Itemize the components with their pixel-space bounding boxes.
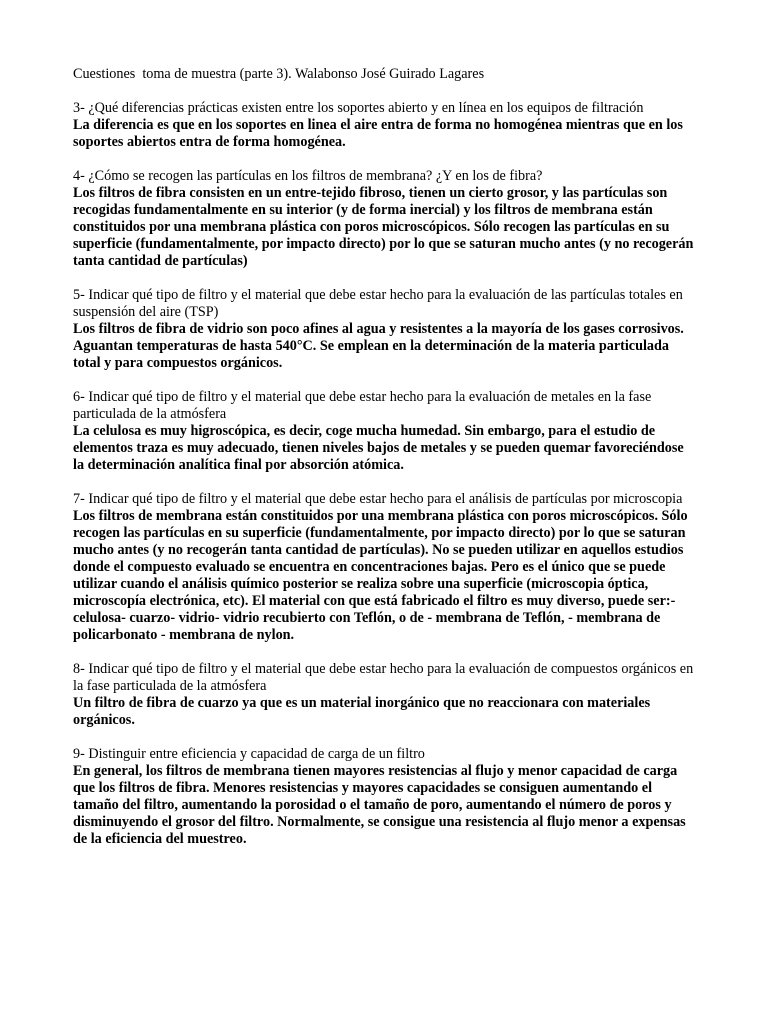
question-9: 9- Distinguir entre eficiencia y capacidad de carga de un filtro — [73, 746, 425, 762]
question-4: 4- ¿Cómo se recogen las partículas en los filtros de membrana? ¿Y en los de fibra? — [73, 168, 543, 184]
qa-item-6 — [73, 389, 695, 474]
qa-item-5 — [73, 287, 695, 372]
answer-8: Un filtro de fibra de cuarzo ya que es un material inorgánico que no reaccionara con materiales orgánicos. — [73, 695, 651, 728]
answer-6: La celulosa es muy higroscópica, es decir, coge mucha humedad. Sin embargo, para el estudio de elementos traza es muy adecuado, tienen niveles bajos de metales y se pueden quemar favoreciéndose la determinación analítica final por absorción atómica. — [73, 423, 684, 473]
answer-4: Los filtros de fibra consisten en un entre-tejido fibroso, tienen un cierto grosor, y las partículas son recogidas fundamentalmente en su interior (y de forma inercial) y los filtros de membrana están constituidos por una membrana plástica con poros microscópicos. Sólo recogen las partículas en su superficie (fundamentalmente, por impacto directo) por lo que se saturan mucho antes (y no recogerán tanta cantidad de partículas) — [73, 185, 694, 269]
qa-item-4 — [73, 168, 695, 270]
document-page — [73, 66, 695, 865]
question-8: 8- Indicar qué tipo de filtro y el material que debe estar hecho para la evaluación de compuestos orgánicos en la fase particulada de la atmósfera — [73, 661, 694, 694]
answer-9: En general, los filtros de membrana tienen mayores resistencias al flujo y menor capacidad de carga que los filtros de fibra. Menores resistencias y mayores capacidades se consiguen aumentando el tamaño del filtro, aumentando la porosidad o el tamaño de poro, aumentando el número de poros y disminuyendo el grosor del filtro. Normalmente, se consigue una resistencia al flujo menor a expensas de la eficiencia del muestreo. — [73, 763, 686, 847]
answer-5: Los filtros de fibra de vidrio son poco afines al agua y resistentes a la mayoría de los gases corrosivos. Aguantan temperaturas de hasta 540°C. Se emplean en la determinación de la materia particulada total y para compuestos orgánicos. — [73, 321, 684, 371]
question-7: 7- Indicar qué tipo de filtro y el material que debe estar hecho para el análisis de partículas por microscopia — [73, 491, 683, 507]
qa-item-9 — [73, 746, 695, 848]
question-6: 6- Indicar qué tipo de filtro y el material que debe estar hecho para la evaluación de metales en la fase particulada de la atmósfera — [73, 389, 652, 422]
qa-item-8 — [73, 661, 695, 729]
qa-item-3 — [73, 100, 695, 151]
question-3: 3- ¿Qué diferencias prácticas existen entre los soportes abierto y en línea en los equipos de filtración — [73, 100, 644, 116]
question-5: 5- Indicar qué tipo de filtro y el material que debe estar hecho para la evaluación de las partículas totales en suspensión del aire (TSP) — [73, 287, 683, 320]
qa-item-7 — [73, 491, 695, 644]
answer-7: Los filtros de membrana están constituidos por una membrana plástica con poros microscópicos. Sólo recogen las partículas en su superficie (fundamentalmente, por impacto directo) por lo que se saturan mucho antes (y no recogerán tanta cantidad de partículas). No se pueden utilizar en aquellos estudios donde el compuesto evaluado se encuentra en concentraciones bajas. Pero es el único que se puede utilizar cuando el análisis químico posterior se realiza sobre una superficie (microscopia óptica, microscopía electrónica, etc). El material con que está fabricado el filtro es muy diverso, puede ser:- celulosa- cuarzo- vidrio- vidrio recubierto con Teflón, o de - membrana de Teflón, - membrana de policarbonato - membrana de nylon. — [73, 508, 688, 643]
answer-3: La diferencia es que en los soportes en linea el aire entra de forma no homogénea mientras que en los soportes abiertos entra de forma homogénea. — [73, 117, 683, 150]
document-title: Cuestiones toma de muestra (parte 3). Walabonso José Guirado Lagares — [73, 66, 485, 82]
